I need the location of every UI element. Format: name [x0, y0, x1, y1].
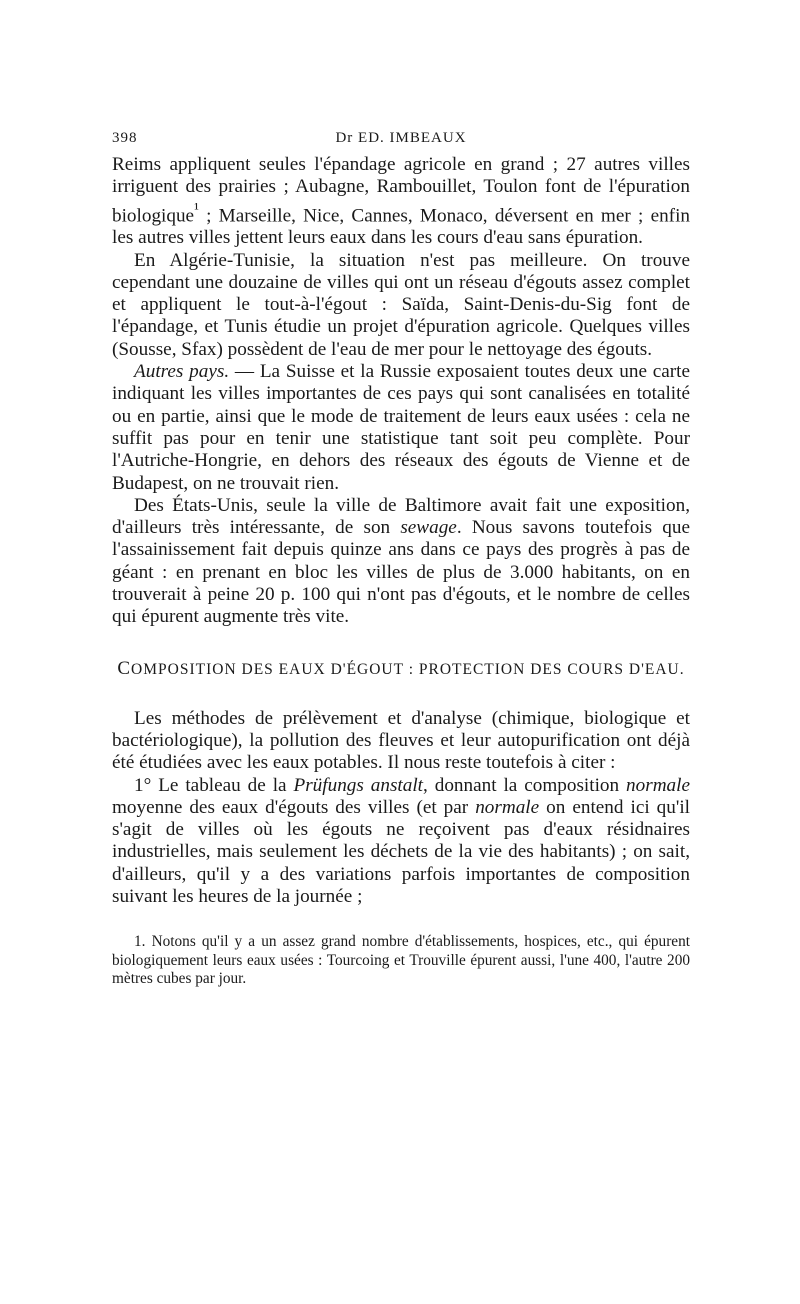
running-title: Dr ED. IMBEAUX [335, 130, 467, 146]
paragraph-algerie-tunisie: En Algérie-Tunisie, la situation n'est pas meilleure. On trouve cependant une douzaine de villes qui ont un réseau d'égouts assez complet et appliquent le tout-à-l'égout : Saïda, Saint-Denis-du-Sig font de l'épandage, et Tunis étudie un projet d'épuration agricole. Quelques villes (Sousse, Sfax) possèdent de l'eau de mer pour le nettoyage des égouts. [112, 249, 690, 360]
footnote-marker: 1. [134, 933, 146, 951]
footnote-reference: ¹ [194, 200, 199, 218]
subheading-autres-pays: Autres pays. [134, 361, 230, 383]
footnote [112, 933, 690, 989]
footnote-text: Notons qu'il y a un assez grand nombre d'établissements, hospices, etc., qui épurent biologiquement leurs eaux usées : Tourcoing et Trouville épurent aussi, l'une 400, l'autre 200 mètres cubes par jour. [112, 933, 690, 988]
paragraph-methodes: Les méthodes de prélèvement et d'analyse (chimique, biologique et bactériologique), la pollution des fleuves et leur autopurification ont déjà été étudiées avec les eaux potables. Il nous reste toutefois à citer : [112, 707, 690, 774]
book-page [112, 128, 690, 989]
paragraph-autres-pays: Autres pays. — La Suisse et la Russie exposaient toutes deux une carte indiquant les villes importantes de ces pays qui sont canalisées en totalité ou en partie, ainsi que le mode de traitement de leurs eaux usées : cela ne suffit pas pour en tenir une statistique tant soit peu complète. Pour l'Autriche-Hongrie, en dehors des réseaux des égouts de Vienne et de Budapest, on ne trouvait rien. [112, 361, 690, 494]
page-number: 398 [112, 130, 138, 146]
main-text [112, 154, 690, 908]
section-heading: COMPOSITION DES EAUX D'ÉGOUT : PROTECTION DES COURS D'EAU. [117, 657, 685, 679]
paragraph-etats-unis: Des États-Unis, seule la ville de Baltimore avait fait une exposition, d'ailleurs très intéressante, de son sewage. Nous savons toutefois que l'assainissement fait depuis quinze ans dans ce pays des progrès à pas de géant : en prenant en bloc les villes de plus de 3.000 habitants, on en trouverait à peine 20 p. 100 qui n'ont pas d'égouts, et le nombre de celles qui épurent augmente très vite. [112, 494, 690, 628]
paragraph-france-cities: Reims appliquent seules l'épandage agricole en grand ; 27 autres villes irriguent des prairies ; Aubagne, Rambouillet, Toulon font de l'épuration biologique$^{^1}$ ; Marseille, Nice, Cannes, Monaco, déversent en mer ; enfin les autres villes jettent leurs eaux dans les cours d'eau sans épuration. [112, 154, 690, 249]
running-head [112, 128, 690, 154]
paragraph-tableau: 1° Le tableau de la Prüfungs anstalt, donnant la composition normale moyenne des eaux d'égouts des villes (et par normale on entend ici qu'il s'agit de villes où les égouts ne reçoivent pas d'eaux résidnaires industrielles, mais seulement les déchets de la vie des habitants) ; on sait, d'ailleurs, qu'il y a des variations parfois importantes de composition suivant les heures de la journée ; [112, 774, 690, 907]
